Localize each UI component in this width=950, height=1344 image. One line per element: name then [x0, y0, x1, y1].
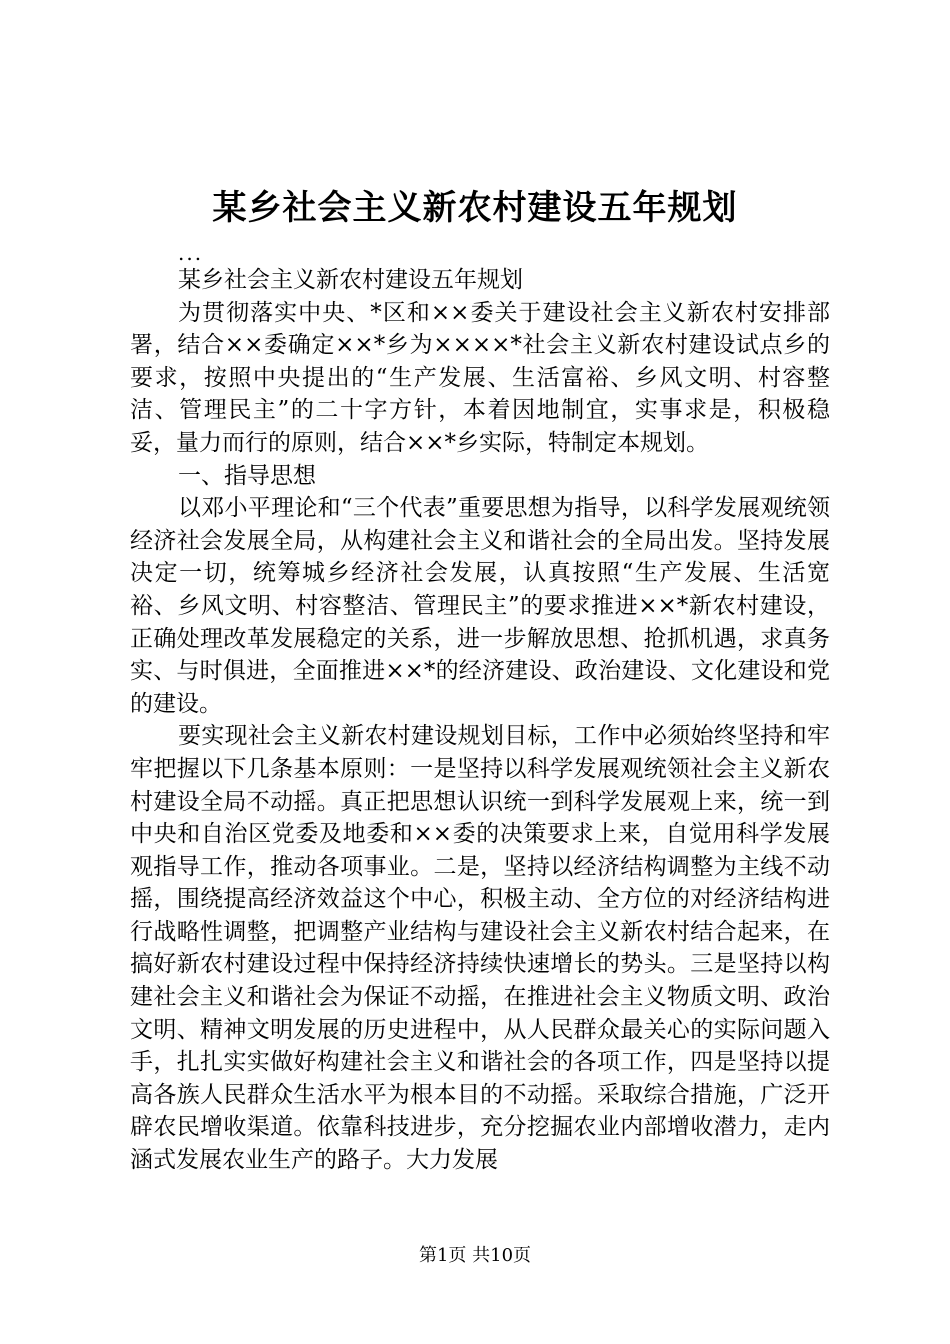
document-title: 某乡社会主义新农村建设五年规划	[212, 188, 738, 228]
document-body	[130, 240, 830, 1177]
subtitle-paragraph: 某乡社会主义新农村建设五年规划	[178, 267, 523, 293]
intro-paragraph: 为贯彻落实中央、*区和××委关于建设社会主义新农村安排部署，结合××委确定××*乡为××××*社会主义新农村建设试点乡的要求，按照中央提出的“生产发展、生活富裕、乡风文明、村容整洁、管理民主”的二十字方针，本着因地制宜，实事求是，积极稳妥，量力而行的原则，结合××*乡实际，特制定本规划。	[130, 299, 830, 456]
guiding-thought-paragraph: 以邓小平理论和“三个代表”重要思想为指导，以科学发展观统领经济社会发展全局，从构建社会主义和谐社会的全局出发。坚持发展决定一切，统筹城乡经济社会发展，认真按照“生产发展、生活宽裕、乡风文明、村容整洁、管理民主”的要求推进××*新农村建设，正确处理改革发展稳定的关系，进一步解放思想、抢抓机遇，求真务实、与时俱进，全面推进××*的经济建设、政治建设、文化建设和党的建设。	[130, 495, 830, 717]
section-heading: 一、指导思想	[178, 462, 316, 489]
principles-paragraph: 要实现社会主义新农村建设规划目标，工作中必须始终坚持和牢牢把握以下几条基本原则：一是坚持以科学发展观统领社会主义新农村建设全局不动摇。真正把思想认识统一到科学发展观上来，统一到中央和自治区党委及地委和××委的决策要求上来，自觉用科学发展观指导工作，推动各项事业。二是，坚持以经济结构调整为主线不动摇，围绕提高经济效益这个中心，积极主动、全方位的对经济结构进行战略性调整，把调整产业结构与建设社会主义新农村结合起来，在搞好新农村建设过程中保持经济持续快速增长的势头。三是坚持以构建社会主义和谐社会为保证不动摇，在推进社会主义物质文明、政治文明、精神文明发展的历史进程中，从人民群众最关心的实际问题入手，扎扎实实做好构建社会主义和谐社会的各项工作，四是坚持以提高各族人民群众生活水平为根本目的不动摇。采取综合措施，广泛开辟农民增收渠道。依靠科技进步，充分挖掘农业内部增收潜力，走内涵式发展农业生产的路子。大力发展	[130, 723, 830, 1174]
ellipsis-marker: ...	[178, 241, 204, 265]
page-footer: 第1页 共10页	[418, 1245, 532, 1266]
